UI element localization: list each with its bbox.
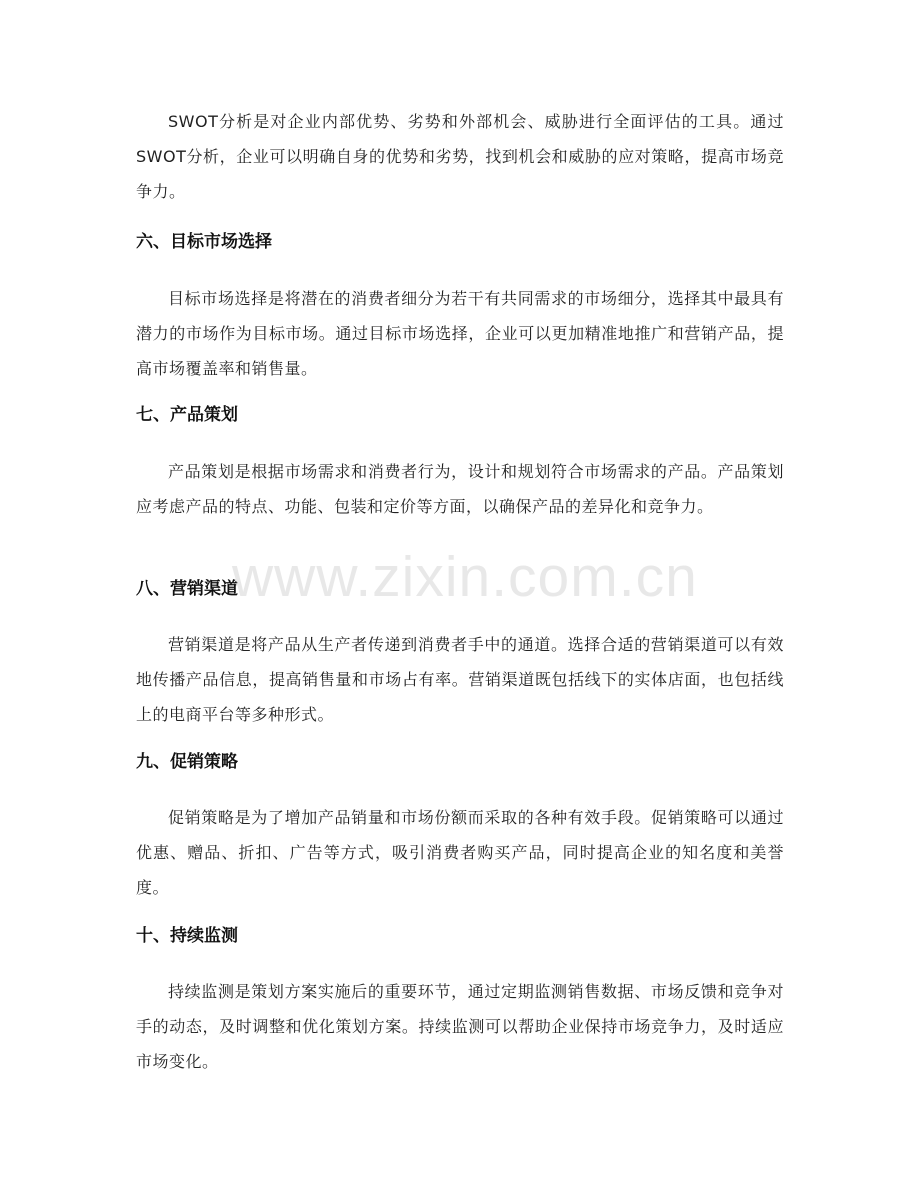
section-9 <box>136 748 784 776</box>
section-9-body <box>136 800 784 905</box>
section-paragraph: 目标市场选择是将潜在的消费者细分为若干有共同需求的市场细分，选择其中最具有潜力的市场作为目标市场。通过目标市场选择，企业可以更加精准地推广和营销产品，提高市场覆盖率和销售量。 <box>136 289 784 378</box>
section-8-body <box>136 627 784 732</box>
section-heading: 六、目标市场选择 <box>136 232 272 252</box>
section-7-body <box>136 454 784 524</box>
section-heading: 九、促销策略 <box>136 752 238 772</box>
intro-block <box>136 104 784 209</box>
section-7 <box>136 401 784 429</box>
section-10 <box>136 922 784 950</box>
intro-paragraph: SWOT分析是对企业内部优势、劣势和外部机会、威胁进行全面评估的工具。通过SWOT分析，企业可以明确自身的优势和劣势，找到机会和威胁的应对策略，提高市场竞争力。 <box>136 112 784 201</box>
section-10-body <box>136 974 784 1079</box>
watermark: www.zixin.com.cn <box>232 545 698 609</box>
section-8 <box>136 575 784 603</box>
section-heading: 八、营销渠道 <box>136 579 238 599</box>
section-paragraph: 持续监测是策划方案实施后的重要环节，通过定期监测销售数据、市场反馈和竞争对手的动态，及时调整和优化策划方案。持续监测可以帮助企业保持市场竞争力，及时适应市场变化。 <box>136 982 784 1071</box>
section-paragraph: 产品策划是根据市场需求和消费者行为，设计和规划符合市场需求的产品。产品策划应考虑产品的特点、功能、包装和定价等方面，以确保产品的差异化和竞争力。 <box>136 462 784 516</box>
section-paragraph: 营销渠道是将产品从生产者传递到消费者手中的通道。选择合适的营销渠道可以有效地传播产品信息，提高销售量和市场占有率。营销渠道既包括线下的实体店面，也包括线上的电商平台等多种形式。 <box>136 635 784 724</box>
section-6 <box>136 228 784 256</box>
section-heading: 十、持续监测 <box>136 926 238 946</box>
section-heading: 七、产品策划 <box>136 405 238 425</box>
section-paragraph: 促销策略是为了增加产品销量和市场份额而采取的各种有效手段。促销策略可以通过优惠、赠品、折扣、广告等方式，吸引消费者购买产品，同时提高企业的知名度和美誉度。 <box>136 808 784 897</box>
section-6-body <box>136 281 784 386</box>
